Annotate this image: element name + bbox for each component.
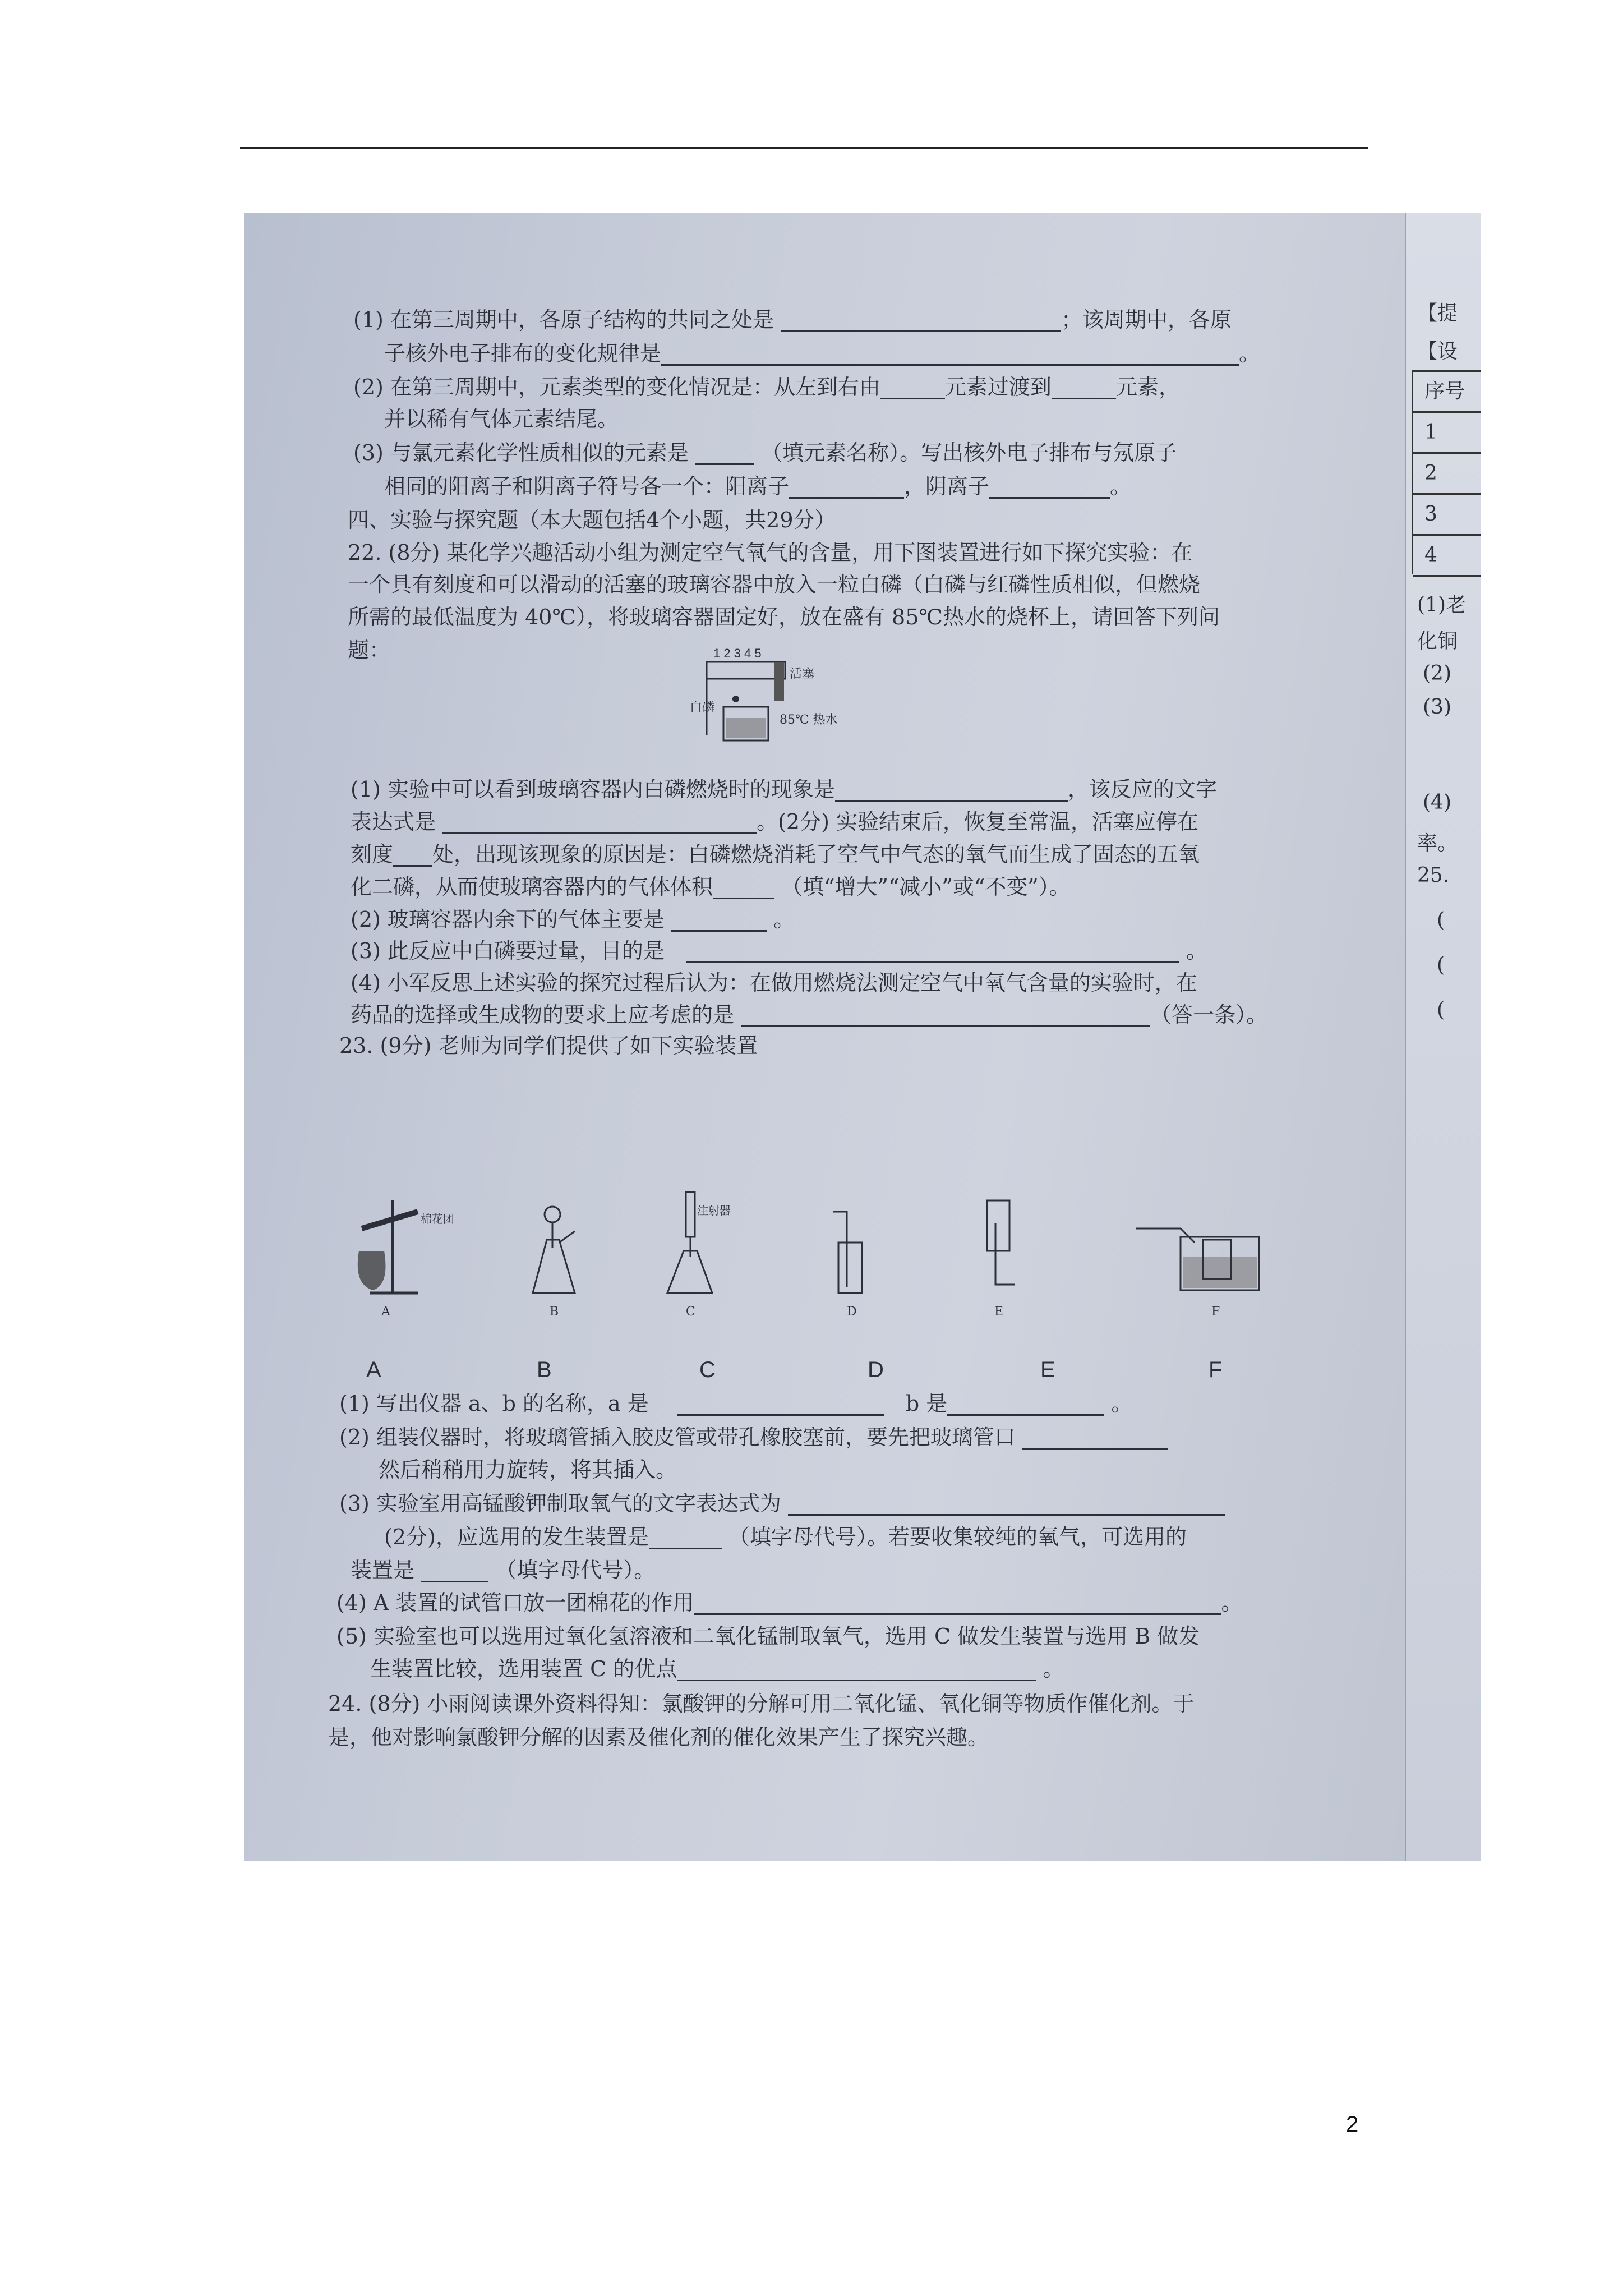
adjacent-page-strip xyxy=(1405,213,1481,1861)
strip-table-row: 3 xyxy=(1413,495,1481,536)
syringe-label: 注射器 xyxy=(697,1204,731,1217)
small-label-a: A xyxy=(381,1305,390,1319)
q-line: (2分)，应选用的发生装置是 （填字母代号）。若要收集较纯的氧气，可选用的 xyxy=(384,1525,1187,1549)
big-label-d: D xyxy=(868,1358,884,1382)
small-label-f: F xyxy=(1211,1305,1220,1319)
header-rule xyxy=(240,147,1368,149)
small-label-c: C xyxy=(686,1305,695,1319)
strip-table-row: 2 xyxy=(1413,454,1481,495)
q-line: (3) 此反应中白磷要过量，目的是 。 xyxy=(351,938,1208,963)
apparatus-e xyxy=(987,1200,1015,1285)
q-line: 所需的最低温度为 40℃），将玻璃容器固定好，放在盛有 85℃热水的烧杯上，请回答下列问 xyxy=(348,605,1220,629)
q-line: 并以稀有气体元素结尾。 xyxy=(384,407,619,431)
q-line: (5) 实验室也可以选用过氧化氢溶液和二氧化锰制取氧气，选用 C 做发生装置与选用 B 做发 xyxy=(336,1624,1200,1649)
scale-label: 1 2 3 4 5 xyxy=(713,646,762,660)
section-heading: 四、实验与探究题（本大题包括4个小题，共29分） xyxy=(348,508,836,532)
strip-text: (4) xyxy=(1423,791,1451,814)
q-line: (2) 组装仪器时，将玻璃管插入胶皮管或带孔橡胶塞前，要先把玻璃管口 xyxy=(339,1425,1168,1450)
big-label-e: E xyxy=(1040,1358,1055,1382)
apparatus-f xyxy=(1136,1228,1259,1290)
big-label-b: B xyxy=(537,1358,552,1382)
small-label-e: E xyxy=(994,1305,1004,1319)
hot-water xyxy=(726,718,766,738)
strip-text: ( xyxy=(1437,954,1445,977)
q-line: (3) 实验室用高锰酸钾制取氧气的文字表达式为 xyxy=(339,1491,1225,1516)
strip-text: ( xyxy=(1437,999,1445,1022)
q-line: 一个具有刻度和可以滑动的活塞的玻璃容器中放入一粒白磷（白磷与红磷性质相似，但燃烧 xyxy=(348,572,1201,597)
strip-table-row: 4 xyxy=(1413,536,1481,577)
q-line: 相同的阳离子和阴离子符号各一个：阳离子 ，阴离子 。 xyxy=(384,474,1132,499)
apparatus-d xyxy=(833,1212,862,1293)
water-label: 85℃ 热水 xyxy=(780,713,838,727)
q-line: (4) 小军反思上述实验的探究过程后认为：在做用燃烧法测定空气中氧气含量的实验时，在 xyxy=(351,970,1197,995)
q-line: 是，他对影响氯酸钾分解的因素及催化剂的催化效果产生了探究兴趣。 xyxy=(328,1725,989,1750)
q-line: (1) 写出仪器 a、b 的名称，a 是 b 是 。 xyxy=(339,1391,1133,1416)
q-line: (1) 实验中可以看到玻璃容器内白磷燃烧时的现象是 ，该反应的文字 xyxy=(351,777,1217,802)
big-label-f: F xyxy=(1209,1358,1223,1382)
exam-photo xyxy=(244,213,1481,1861)
apparatus-a xyxy=(358,1200,454,1293)
q-line: (2) 玻璃容器内余下的气体主要是 。 xyxy=(351,907,795,932)
strip-text: ( xyxy=(1437,909,1445,932)
q-line: (1) 在第三周期中，各原子结构的共同之处是 ；该周期中，各原 xyxy=(353,307,1232,332)
glass-container xyxy=(707,662,785,679)
phosphorus-apparatus-figure xyxy=(690,645,864,757)
q-line: 23. (9分) 老师为同学们提供了如下实验装置 xyxy=(339,1033,758,1058)
small-label-b: B xyxy=(550,1305,559,1319)
exam-paper xyxy=(244,213,1399,1861)
phosphorus-label: 白磷 xyxy=(690,701,715,715)
phosphorus-dot xyxy=(732,696,739,702)
strip-text: (1)老 xyxy=(1417,593,1466,616)
q-line: 然后稍稍用力旋转，将其插入。 xyxy=(379,1457,677,1482)
strip-text: 25. xyxy=(1417,864,1450,887)
piston-label: 活塞 xyxy=(790,667,815,681)
apparatus-b xyxy=(533,1207,575,1293)
apparatus-c xyxy=(667,1192,731,1293)
q-line: 化二磷，从而使玻璃容器内的气体体积 （填“增大”“减小”或“不变”）。 xyxy=(351,875,1071,899)
q-line: 24. (8分) 小雨阅读课外资料得知：氯酸钾的分解可用二氧化锰、氧化铜等物质作催化剂。于 xyxy=(328,1691,1195,1716)
q-line: (4) A 装置的试管口放一团棉花的作用 。 xyxy=(336,1590,1243,1615)
strip-text: 率。 xyxy=(1417,832,1458,855)
cotton-label: 棉花团 xyxy=(421,1212,454,1226)
q-line: 刻度 处，出现该现象的原因是：白磷燃烧消耗了空气中气态的氧气而生成了固态的五氧 xyxy=(351,842,1200,867)
big-label-c: C xyxy=(699,1358,716,1382)
strip-table xyxy=(1412,370,1481,574)
q-line: 药品的选择或生成物的要求上应考虑的是 （答一条）。 xyxy=(351,1002,1268,1027)
q-line: 生装置比较，选用装置 C 的优点 。 xyxy=(370,1657,1064,1681)
q-line: (2) 在第三周期中，元素类型的变化情况是：从左到右由 元素过渡到 元素， xyxy=(353,375,1180,399)
q-line: (3) 与氯元素化学性质相似的元素是 （填元素名称）。写出核外电子排布与氖原子 xyxy=(353,440,1177,465)
small-label-d: D xyxy=(847,1305,857,1319)
q-line: 表达式是 。(2分) 实验结束后，恢复至常温，活塞应停在 xyxy=(351,809,1199,834)
page-number: 2 xyxy=(1346,2112,1359,2137)
q-line: 22. (8分) 某化学兴趣活动小组为测定空气氧气的含量，用下图装置进行如下探究实验：在 xyxy=(348,540,1193,565)
big-label-a: A xyxy=(366,1358,381,1382)
piston xyxy=(774,662,784,701)
q-line: 装置是 （填字母代号）。 xyxy=(351,1558,656,1582)
strip-text: 【提 xyxy=(1417,302,1458,325)
strip-text: (2) xyxy=(1423,662,1451,685)
q-line: 题： xyxy=(348,638,391,662)
q-line: 子核外电子排布的变化规律是 。 xyxy=(384,341,1261,366)
strip-text: 【设 xyxy=(1417,340,1458,363)
strip-table-head: 序号 xyxy=(1413,372,1481,413)
strip-text: 化铜 xyxy=(1417,630,1458,653)
strip-text: (3) xyxy=(1423,696,1451,719)
strip-table-row: 1 xyxy=(1413,413,1481,454)
lab-apparatus-figure xyxy=(328,1189,1394,1329)
